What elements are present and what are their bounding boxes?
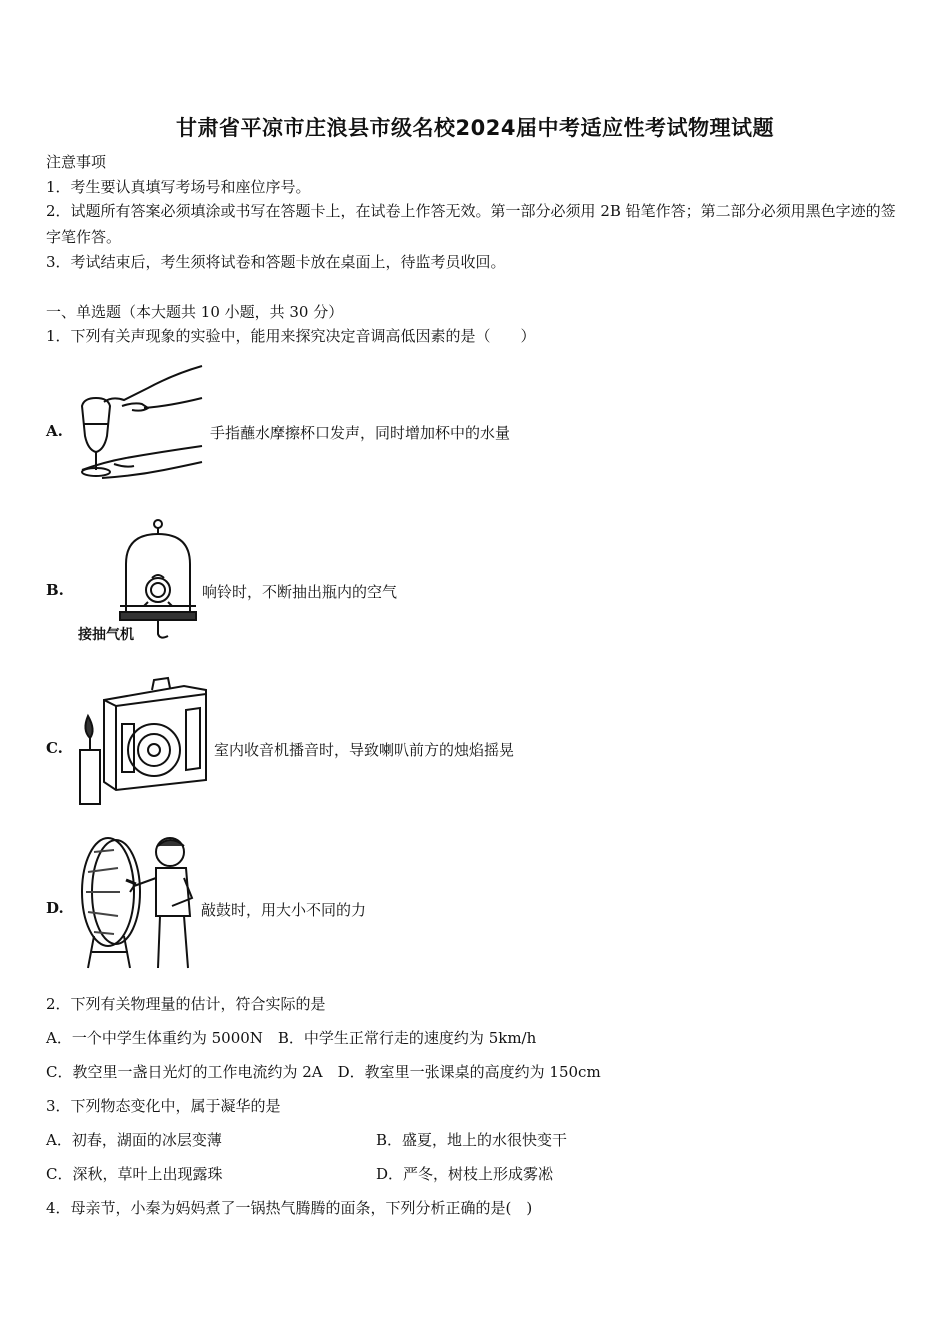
section-heading: 一、单选题（本大题共 10 小题，共 30 分） bbox=[46, 303, 344, 321]
q1-option-b-letter: B. bbox=[46, 581, 64, 599]
q3-option-c: C．深秋，草叶上出现露珠 bbox=[46, 1165, 223, 1183]
radio-candle-icon bbox=[74, 676, 214, 811]
exam-title: 甘肃省平凉市庄浪县市级名校2024届中考适应性考试物理试题 bbox=[176, 116, 774, 140]
notice-item-2: 2．试题所有答案必须填涂或书写在答题卡上，在试卷上作答无效。第一部分必须用 2B 铅笔作答；第二部分必须用黑色字迹的签字笔作答。 bbox=[46, 202, 896, 246]
q1-option-b-text: 响铃时，不断抽出瓶内的空气 bbox=[202, 583, 398, 601]
notice-item-3: 3．考试结束后，考生须将试卷和答题卡放在桌面上，待监考员收回。 bbox=[46, 253, 506, 271]
q4-stem: 4．母亲节，小秦为妈妈煮了一锅热气腾腾的面条，下列分析正确的是( ) bbox=[46, 1199, 533, 1217]
q2-options-row-1: A．一个中学生体重约为 5000N B．中学生正常行走的速度约为 5km/h bbox=[46, 1029, 537, 1047]
bell-jar-icon bbox=[74, 516, 199, 646]
q2-stem: 2．下列有关物理量的估计，符合实际的是 bbox=[46, 995, 326, 1013]
q3-stem: 3．下列物态变化中，属于凝华的是 bbox=[46, 1097, 281, 1115]
q1-option-a-text: 手指蘸水摩擦杯口发声，同时增加杯中的水量 bbox=[210, 424, 511, 442]
notice-heading: 注意事项 bbox=[46, 153, 107, 171]
q1-option-a-letter: A. bbox=[46, 422, 63, 440]
notice-item-1: 1．考生要认真填写考场号和座位序号。 bbox=[46, 178, 311, 196]
wine-glass-hand-icon bbox=[74, 358, 209, 493]
q1-stem: 1．下列有关声现象的实验中，能用来探究决定音调高低因素的是（ ） bbox=[46, 327, 536, 345]
vacuum-pump-label: 接抽气机 bbox=[78, 627, 134, 643]
q1-option-d-text: 敲鼓时，用大小不同的力 bbox=[201, 901, 367, 919]
drum-player-icon bbox=[74, 832, 199, 972]
q1-option-c-text: 室内收音机播音时，导致喇叭前方的烛焰摇晃 bbox=[214, 741, 515, 759]
q3-option-d: D．严冬，树枝上形成雾凇 bbox=[376, 1165, 554, 1183]
q2-options-row-2: C．教空里一盏日光灯的工作电流约为 2A D．教室里一张课桌的高度约为 150cm bbox=[46, 1063, 601, 1081]
q1-option-c-letter: C. bbox=[46, 739, 63, 757]
q3-option-a: A．初春，湖面的冰层变薄 bbox=[46, 1131, 222, 1149]
q3-option-b: B．盛夏，地上的水很快变干 bbox=[376, 1131, 568, 1149]
q1-option-d-letter: D. bbox=[46, 899, 64, 917]
